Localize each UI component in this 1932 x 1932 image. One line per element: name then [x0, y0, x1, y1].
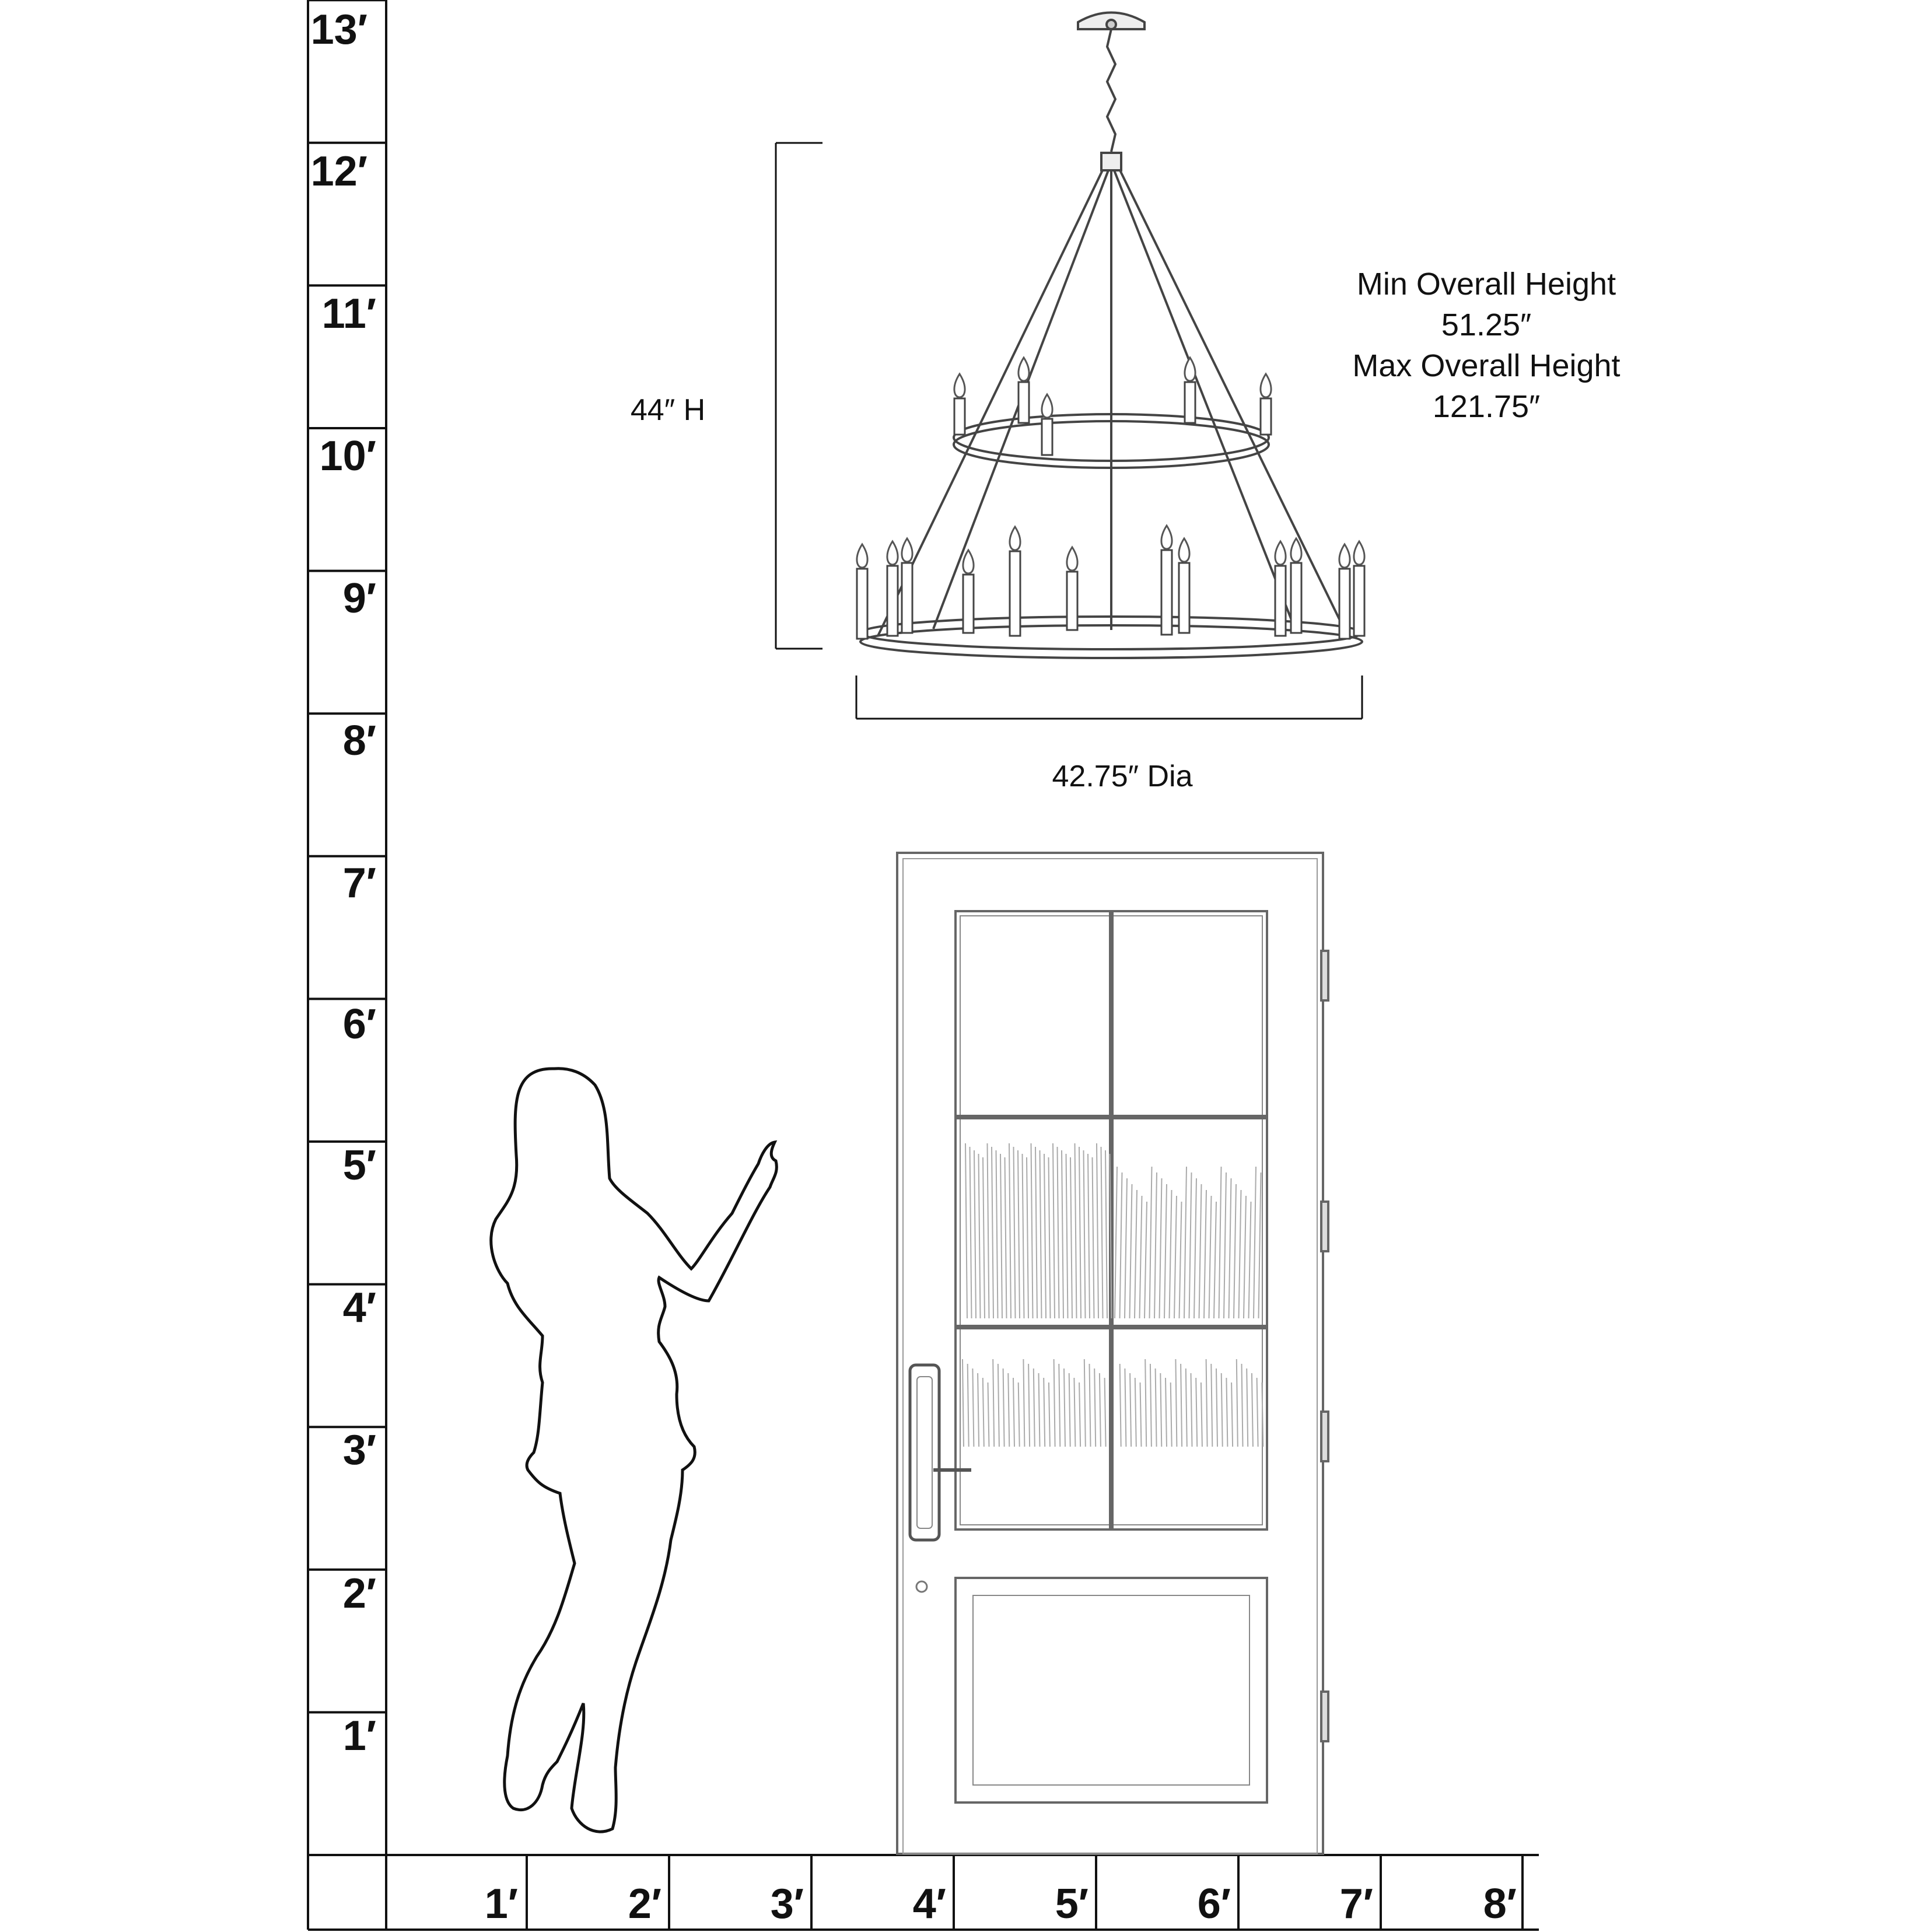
- scenery-stroke: [1088, 1154, 1090, 1318]
- scenery-stroke: [1013, 1378, 1014, 1447]
- scenery-stroke: [1031, 1143, 1033, 1318]
- max-height-value: 121.75″: [1432, 389, 1541, 424]
- scenery-stroke: [1156, 1368, 1157, 1447]
- scenery-stroke: [1053, 1143, 1055, 1318]
- scenery-stroke: [1211, 1364, 1212, 1447]
- height-dimension: [631, 143, 822, 649]
- scenery-stroke: [1094, 1368, 1096, 1447]
- scenery-stroke: [1242, 1364, 1243, 1447]
- scenery-stroke: [1204, 1190, 1206, 1318]
- scenery-stroke: [1062, 1150, 1063, 1318]
- scenery-stroke: [1160, 1373, 1161, 1447]
- candle-icon: [1161, 550, 1172, 635]
- scenery-stroke: [992, 1147, 993, 1318]
- door-icon: [897, 853, 1328, 1854]
- scenery-stroke: [1105, 1378, 1106, 1447]
- diameter-dimension: [856, 676, 1362, 793]
- scenery-stroke: [1164, 1184, 1167, 1318]
- scenery-stroke: [979, 1154, 981, 1318]
- scenery-stroke: [1014, 1147, 1016, 1318]
- scenery-stroke: [1028, 1364, 1030, 1447]
- scenery-stroke: [1130, 1373, 1131, 1447]
- scenery-stroke: [1069, 1373, 1070, 1447]
- ruler-label-6ft: 6′: [342, 1001, 376, 1048]
- scenery-stroke: [1019, 1382, 1020, 1447]
- candle-icon: [1042, 419, 1052, 455]
- scenery-stroke: [1058, 1147, 1059, 1318]
- scenery-stroke: [1100, 1373, 1101, 1447]
- scenery-stroke: [1084, 1359, 1086, 1447]
- candle-icon: [1339, 569, 1350, 639]
- scenery-stroke: [1009, 1143, 1011, 1318]
- scenery-stroke: [1044, 1154, 1046, 1318]
- candle-icon: [1291, 563, 1301, 633]
- flame-icon: [1161, 526, 1172, 549]
- scenery-stroke: [1239, 1190, 1241, 1318]
- scenery-stroke: [1049, 1382, 1050, 1447]
- flame-icon: [1010, 527, 1020, 550]
- scenery-stroke: [1039, 1373, 1040, 1447]
- scenery-stroke: [1259, 1172, 1261, 1318]
- flame-icon: [1275, 541, 1286, 565]
- flame-icon: [887, 541, 898, 565]
- flame-icon: [1042, 394, 1052, 418]
- flame-icon: [1179, 538, 1189, 562]
- scenery-stroke: [1219, 1167, 1222, 1318]
- scenery-stroke: [1229, 1178, 1231, 1318]
- candle-icon: [1010, 551, 1020, 636]
- scenery-stroke: [1035, 1147, 1037, 1318]
- max-height-title: Max Overall Height: [1352, 348, 1620, 383]
- scenery-stroke: [996, 1150, 998, 1318]
- scenery-stroke: [1059, 1364, 1060, 1447]
- scenery-stroke: [1206, 1359, 1208, 1447]
- scenery-stroke: [1000, 1154, 1002, 1318]
- scenery-stroke: [1234, 1184, 1236, 1318]
- ruler-label-h-1ft: 1′: [484, 1881, 518, 1927]
- scenery-stroke: [1140, 1196, 1142, 1318]
- scenery-stroke: [1040, 1150, 1042, 1318]
- scenery-stroke: [1120, 1172, 1122, 1318]
- flame-icon: [857, 544, 867, 568]
- scenery-stroke: [1125, 1178, 1127, 1318]
- scenery-stroke: [1160, 1178, 1162, 1318]
- scenery-stroke: [1066, 1154, 1068, 1318]
- scenery-stroke: [1135, 1190, 1137, 1318]
- scenery-stroke: [1174, 1196, 1177, 1318]
- scenery-stroke: [1079, 1147, 1081, 1318]
- scenery-stroke: [988, 1143, 989, 1318]
- scenery-stroke: [974, 1150, 976, 1318]
- scenery-stroke: [1074, 1378, 1075, 1447]
- flame-icon: [1354, 541, 1364, 565]
- min-height-title: Min Overall Height: [1356, 267, 1616, 302]
- scenery-stroke: [1222, 1373, 1223, 1447]
- ruler-label-h-8ft: 8′: [1483, 1881, 1517, 1927]
- scenery-stroke: [1008, 1373, 1009, 1447]
- scenery-stroke: [1209, 1196, 1212, 1318]
- scenery-stroke: [1125, 1368, 1126, 1447]
- candle-icon: [887, 566, 898, 636]
- scenery-stroke: [1226, 1378, 1227, 1447]
- candle-icon: [857, 569, 867, 639]
- scenery-stroke: [1120, 1364, 1121, 1447]
- scenery-stroke: [1184, 1167, 1186, 1318]
- scenery-stroke: [1181, 1364, 1182, 1447]
- ruler-label-10ft: 10′: [319, 433, 376, 480]
- chandelier-icon: [857, 13, 1364, 659]
- scenery-stroke: [998, 1364, 999, 1447]
- scenery-stroke: [1171, 1382, 1172, 1447]
- scenery-stroke: [1237, 1359, 1238, 1447]
- scenery-stroke: [963, 1359, 964, 1447]
- min-height-value: 51.25″: [1441, 307, 1532, 342]
- scenery-stroke: [1201, 1382, 1202, 1447]
- scenery-stroke: [1175, 1359, 1177, 1447]
- flame-icon: [1339, 544, 1350, 568]
- scenery-stroke: [1054, 1359, 1055, 1447]
- scenery-stroke: [1023, 1359, 1024, 1447]
- flame-icon: [1067, 547, 1077, 570]
- scenery-stroke: [1247, 1368, 1248, 1447]
- ruler-label-11ft: 11′: [321, 290, 376, 337]
- scenery-stroke: [1186, 1368, 1187, 1447]
- scenery-stroke: [993, 1359, 994, 1447]
- candle-icon: [1019, 382, 1029, 423]
- scenery-stroke: [1130, 1184, 1132, 1318]
- scenery-stroke: [970, 1147, 972, 1318]
- ruler-label-h-4ft: 4′: [912, 1881, 946, 1927]
- candle-icon: [954, 398, 965, 435]
- ruler-label-5ft: 5′: [342, 1142, 376, 1189]
- vertical-ruler: [308, 0, 386, 1855]
- ruler-label-2ft: 2′: [342, 1570, 376, 1617]
- ruler-label-8ft: 8′: [342, 718, 376, 764]
- scenery-stroke: [968, 1364, 969, 1447]
- scenery-stroke: [1135, 1378, 1136, 1447]
- scenery-stroke: [1191, 1373, 1192, 1447]
- overall-height-specs: [1352, 267, 1620, 424]
- ruler-label-13ft: 13′: [310, 6, 368, 53]
- ruler-label-h-2ft: 2′: [628, 1881, 662, 1927]
- scenery-stroke: [1166, 1378, 1167, 1447]
- ruler-label-12ft: 12′: [310, 148, 368, 195]
- scenery-stroke: [1023, 1154, 1024, 1318]
- scenery-stroke: [1196, 1378, 1197, 1447]
- scenery-stroke: [1249, 1202, 1251, 1318]
- candle-icon: [1275, 566, 1286, 636]
- scenery-stroke: [1216, 1368, 1217, 1447]
- scenery-stroke: [1049, 1157, 1051, 1318]
- ruler-label-3ft: 3′: [342, 1427, 376, 1474]
- scenery-stroke: [1244, 1196, 1246, 1318]
- scenery-stroke: [972, 1368, 974, 1447]
- scenery-stroke: [988, 1382, 989, 1447]
- scenery-stroke: [1252, 1373, 1253, 1447]
- scenery-stroke: [1070, 1157, 1072, 1318]
- scenery-stroke: [1150, 1167, 1152, 1318]
- flame-icon: [963, 550, 974, 573]
- scenery-stroke: [1144, 1202, 1147, 1318]
- ruler-label-4ft: 4′: [342, 1284, 376, 1331]
- ruler-label-h-3ft: 3′: [770, 1881, 804, 1927]
- scenery-stroke: [1115, 1167, 1117, 1318]
- scenery-stroke: [1145, 1359, 1146, 1447]
- candle-icon: [902, 563, 912, 633]
- scenery-stroke: [1254, 1167, 1256, 1318]
- scenery-stroke: [965, 1143, 967, 1318]
- scenery-stroke: [1090, 1364, 1091, 1447]
- flame-icon: [1261, 374, 1271, 397]
- candle-icon: [1067, 572, 1077, 630]
- candle-icon: [1185, 382, 1195, 423]
- ruler-label-h-6ft: 6′: [1197, 1881, 1231, 1927]
- candle-icon: [1354, 566, 1364, 636]
- scenery-stroke: [1097, 1143, 1098, 1318]
- scenery-stroke: [1018, 1150, 1020, 1318]
- height-label: 44″ H: [630, 393, 706, 427]
- flame-icon: [1019, 358, 1029, 381]
- scenery-stroke: [1257, 1378, 1258, 1447]
- scenery-stroke: [1150, 1364, 1152, 1447]
- scenery-stroke: [1140, 1382, 1142, 1447]
- ruler-label-1ft: 1′: [342, 1713, 376, 1759]
- flame-icon: [902, 538, 912, 562]
- candle-icon: [1179, 563, 1189, 633]
- scenery-stroke: [1154, 1172, 1157, 1318]
- scenery-stroke: [1027, 1157, 1028, 1318]
- scenery-stroke: [1093, 1157, 1094, 1318]
- scenery-stroke: [1044, 1378, 1045, 1447]
- flame-icon: [954, 374, 965, 397]
- scenery-stroke: [978, 1373, 979, 1447]
- scenery-stroke: [1084, 1150, 1086, 1318]
- ruler-label-7ft: 7′: [342, 860, 376, 907]
- scenery-stroke: [1075, 1143, 1077, 1318]
- ruler-label-9ft: 9′: [342, 575, 376, 622]
- scenery-stroke: [1180, 1202, 1182, 1318]
- scenery-stroke: [1231, 1382, 1233, 1447]
- diameter-label: 42.75″ Dia: [1052, 760, 1193, 793]
- horizontal-ruler: [308, 1855, 1539, 1930]
- scenery-stroke: [1005, 1157, 1007, 1318]
- scenery-stroke: [1224, 1172, 1226, 1318]
- scenery-stroke: [1003, 1368, 1005, 1447]
- scenery-stroke: [1079, 1382, 1080, 1447]
- candle-icon: [1261, 398, 1271, 435]
- scenery-stroke: [1194, 1178, 1196, 1318]
- scenery-stroke: [1214, 1202, 1216, 1318]
- scenery-stroke: [983, 1157, 985, 1318]
- scenery-stroke: [983, 1378, 984, 1447]
- scenery-stroke: [1189, 1172, 1192, 1318]
- flame-icon: [1291, 538, 1301, 562]
- scenery-stroke: [1034, 1368, 1035, 1447]
- ruler-label-h-7ft: 7′: [1339, 1881, 1373, 1927]
- scenery-stroke: [1199, 1184, 1202, 1318]
- woman-silhouette-icon: [491, 1069, 777, 1832]
- scenery-stroke: [1105, 1150, 1107, 1318]
- ruler-label-h-5ft: 5′: [1055, 1881, 1088, 1927]
- flame-icon: [1185, 358, 1195, 381]
- scenery-stroke: [1170, 1190, 1172, 1318]
- candle-icon: [963, 575, 974, 633]
- scenery-stroke: [1101, 1147, 1103, 1318]
- scenery-stroke: [1064, 1368, 1065, 1447]
